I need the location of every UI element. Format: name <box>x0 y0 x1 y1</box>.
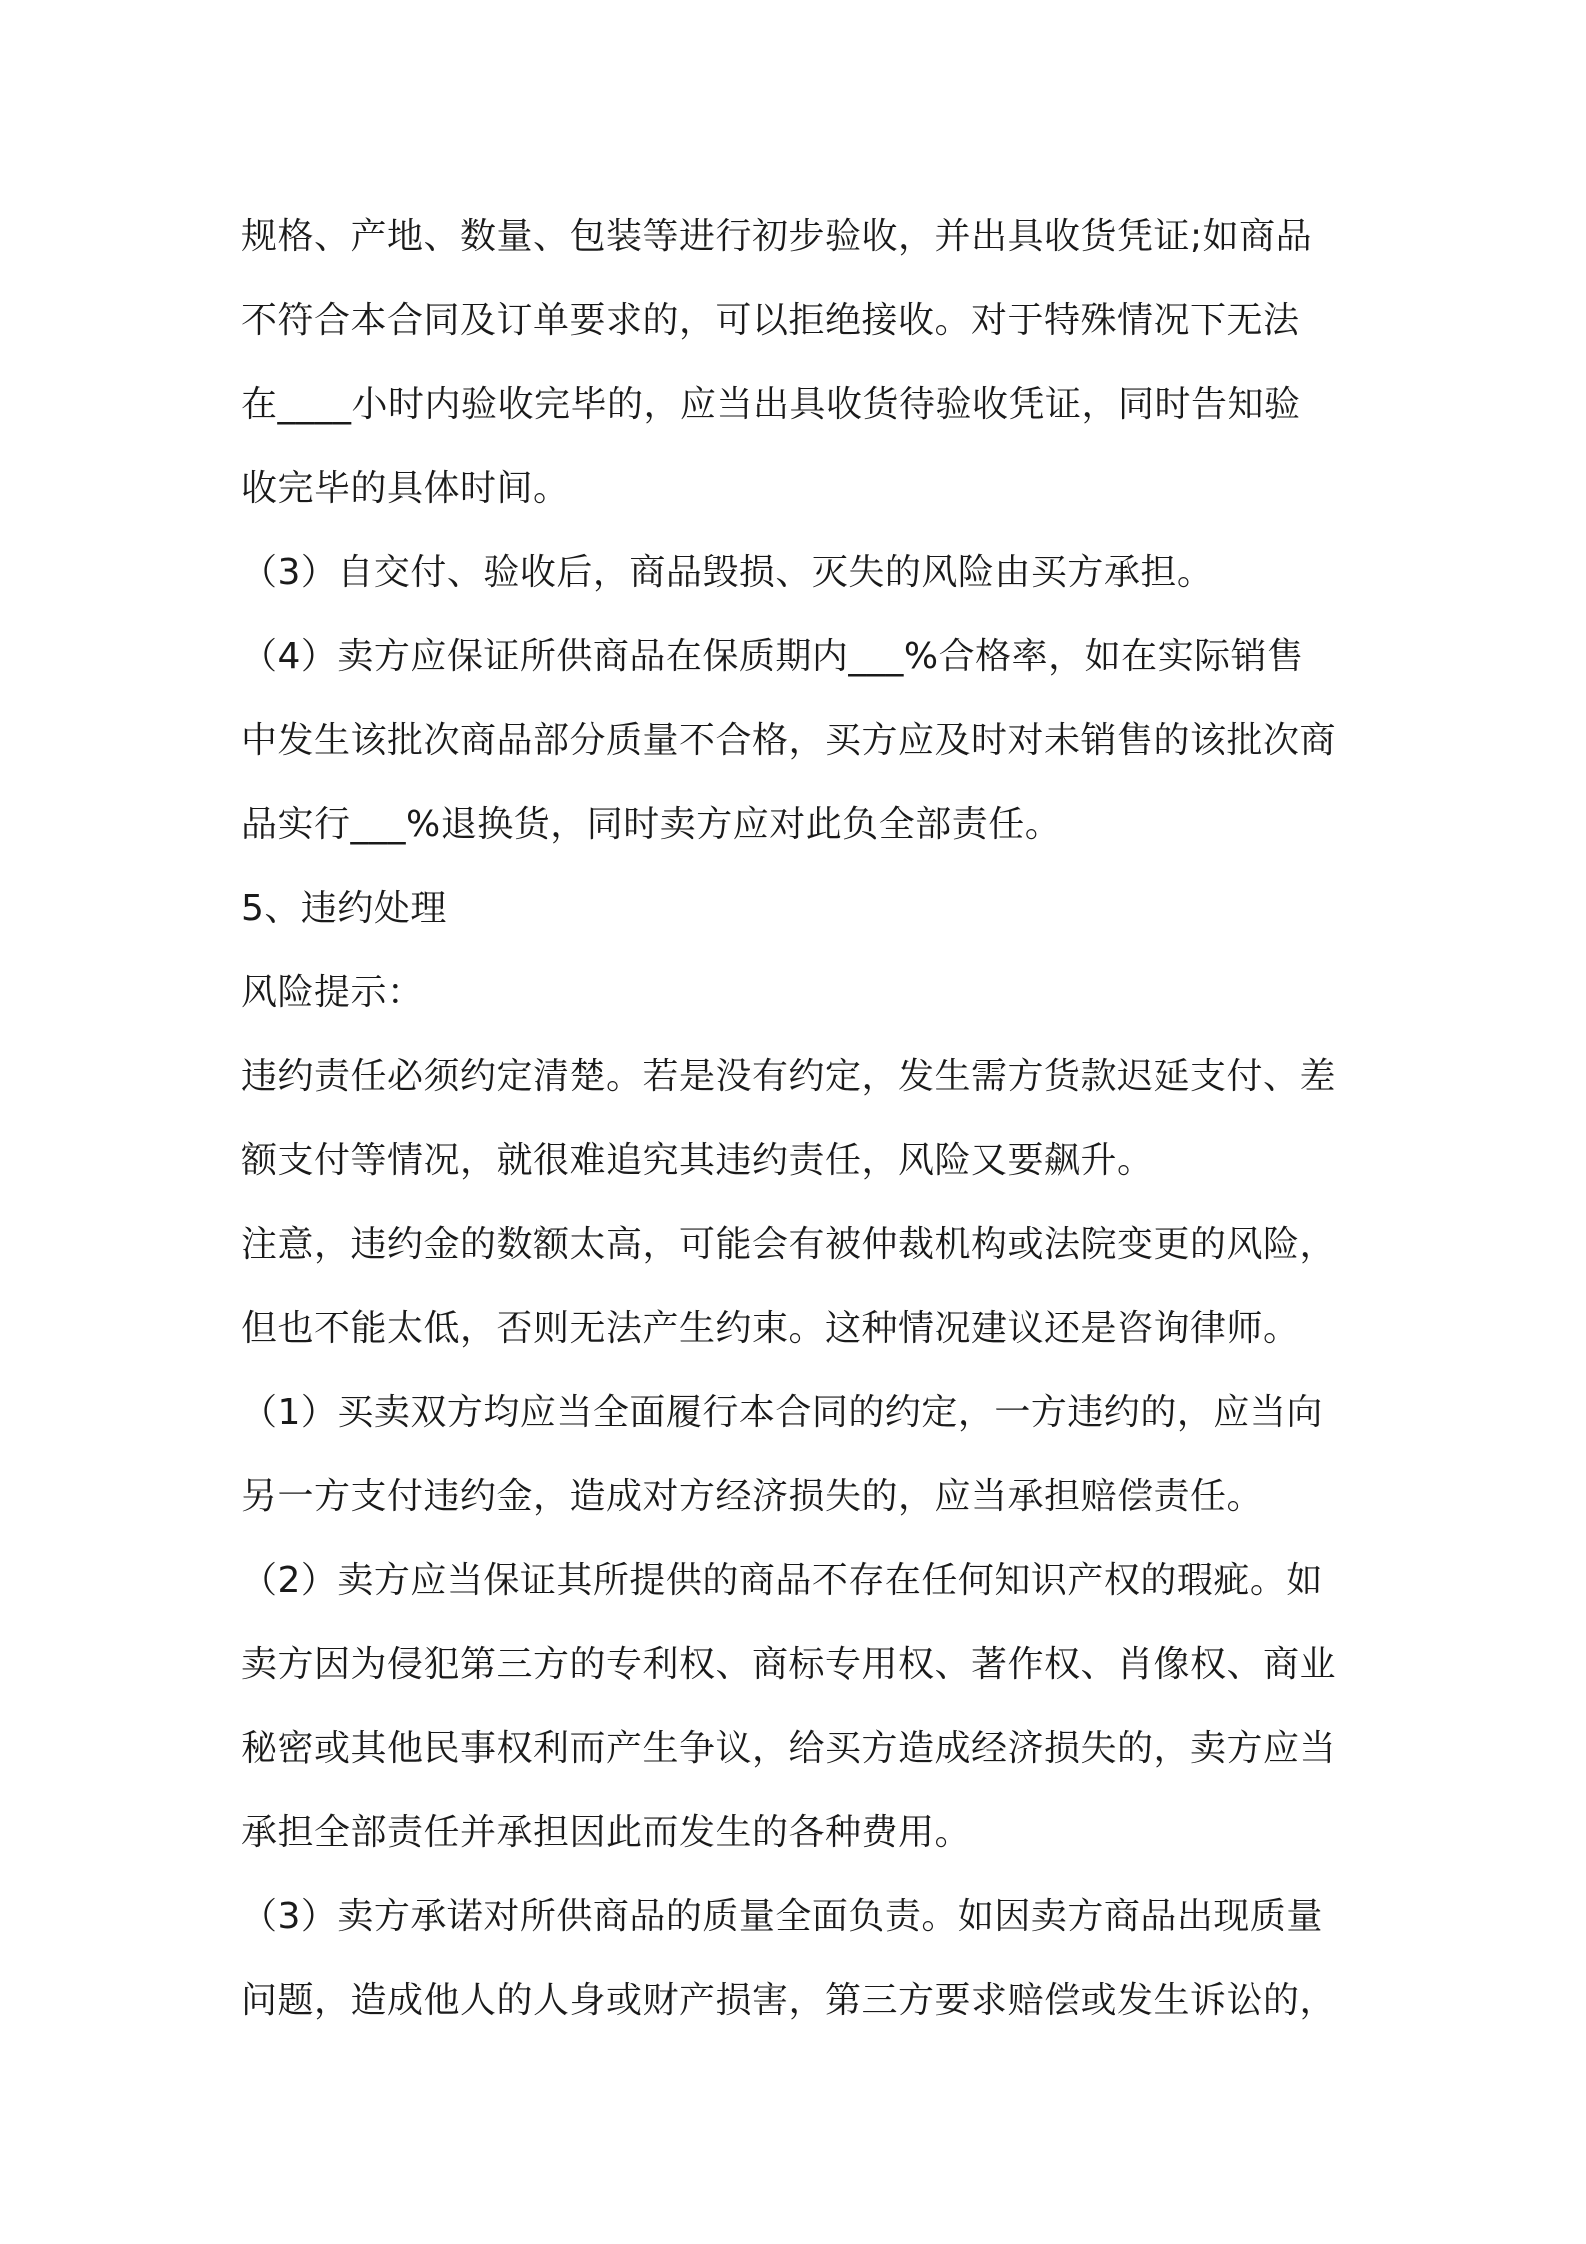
clause-4-quality-line-2: 中发生该批次商品部分质量不合格，买方应及时对未销售的该批次商 <box>241 720 1337 761</box>
risk-tip-line-1: 违约责任必须约定清楚。若是没有约定，发生需方货款迟延支付、差 <box>241 1056 1337 1097</box>
text-line-3: 在____小时内验收完毕的，应当出具收货待验收凭证，同时告知验 <box>241 384 1301 425</box>
risk-tip-line-2: 额支付等情况，就很难追究其违约责任，风险又要飙升。 <box>241 1140 1154 1181</box>
clause-3-delivery-risk: （3）自交付、验收后，商品毁损、灭失的风险由买方承担。 <box>241 552 1214 593</box>
breach-clause-1-line-2: 另一方支付违约金，造成对方经济损失的，应当承担赔偿责任。 <box>241 1476 1264 1517</box>
note-line-2: 但也不能太低，否则无法产生约束。这种情况建议还是咨询律师。 <box>241 1308 1300 1349</box>
clause-4-quality-line-3: 品实行___%退换货，同时卖方应对此负全部责任。 <box>241 804 1062 845</box>
note-line-1: 注意，违约金的数额太高，可能会有被仲裁机构或法院变更的风险， <box>241 1224 1337 1265</box>
text-line-4: 收完毕的具体时间。 <box>241 468 570 509</box>
risk-tip-heading: 风险提示： <box>241 972 424 1013</box>
clause-4-quality-line-1: （4）卖方应保证所供商品在保质期内___%合格率，如在实际销售 <box>241 636 1304 677</box>
contract-text-body <box>241 195 1351 2043</box>
breach-clause-3-line-2: 问题，造成他人的人身或财产损害，第三方要求赔偿或发生诉讼的， <box>241 1980 1337 2021</box>
breach-clause-3-line-1: （3）卖方承诺对所供商品的质量全面负责。如因卖方商品出现质量 <box>241 1896 1323 1937</box>
breach-clause-1-line-1: （1）买卖双方均应当全面履行本合同的约定，一方违约的，应当向 <box>241 1392 1323 1433</box>
breach-clause-2-line-1: （2）卖方应当保证其所提供的商品不存在任何知识产权的瑕疵。如 <box>241 1560 1323 1601</box>
breach-clause-2-line-2: 卖方因为侵犯第三方的专利权、商标专用权、著作权、肖像权、商业 <box>241 1644 1337 1685</box>
breach-clause-2-line-3: 秘密或其他民事权利而产生争议，给买方造成经济损失的，卖方应当 <box>241 1728 1337 1769</box>
breach-clause-2-line-4: 承担全部责任并承担因此而发生的各种费用。 <box>241 1812 972 1853</box>
text-line-2: 不符合本合同及订单要求的，可以拒绝接收。对于特殊情况下无法 <box>241 300 1300 341</box>
section-heading-breach: 5、违约处理 <box>241 888 447 929</box>
text-line-1: 规格、产地、数量、包装等进行初步验收，并出具收货凭证;如商品 <box>241 216 1313 257</box>
